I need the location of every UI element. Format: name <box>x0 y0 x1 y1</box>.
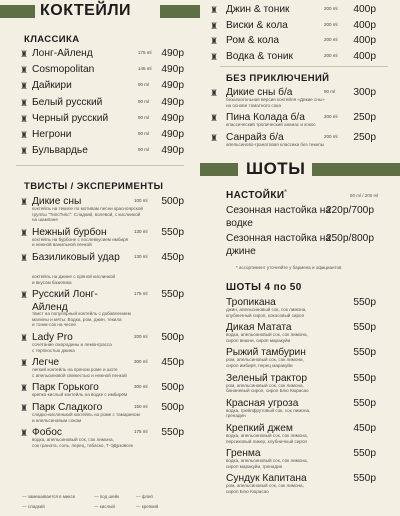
item-price: 500р <box>161 196 184 207</box>
item-price: 500р <box>161 332 184 343</box>
item-volume: 175 ml <box>134 429 148 435</box>
tinctures-title: НАСТОЙКИ <box>226 190 285 201</box>
item-name: Виски & кола <box>226 19 288 31</box>
glass-icon: ♜ <box>20 253 29 263</box>
item-description <box>32 206 143 223</box>
tincture-name: Сезонная настойка на джине <box>226 233 332 257</box>
description-line: и тоник-сок на чесне <box>32 322 76 328</box>
description-line: водка, апельсиновый сок, сок лимона, <box>226 332 308 338</box>
item-name: Нежный бурбон <box>32 226 107 238</box>
glass-icon: ♜ <box>20 290 29 301</box>
item-description <box>226 383 309 394</box>
menu-item <box>0 63 200 78</box>
item-price: 400р <box>353 19 376 31</box>
menu-item <box>0 79 200 94</box>
item-description <box>226 408 310 419</box>
item-name: Санрайз б/а <box>226 131 284 143</box>
glass-icon: ♜ <box>20 81 29 92</box>
description-line: ром, апельсиновый сок, сок лимона, <box>226 382 304 388</box>
description-line: водка, апельсиновый сок, сок лимона, <box>226 433 308 438</box>
item-description <box>226 97 325 108</box>
item-name: Тропикана <box>226 297 276 308</box>
item-price: 550р <box>353 448 376 460</box>
item-volume: 90 ml <box>138 82 150 88</box>
item-name: Черный русский <box>32 112 109 124</box>
glass-icon: ♜ <box>210 113 219 124</box>
divider <box>220 66 388 67</box>
glass-icon: ♜ <box>210 20 219 31</box>
item-volume: 200 ml <box>324 133 338 139</box>
classic-title: КЛАССИКА <box>24 34 80 45</box>
description-line: бананевый сироп, сироп Блю Кюрасао <box>226 388 309 394</box>
item-price: 490р <box>161 112 184 124</box>
menu-item <box>0 144 200 159</box>
item-price: 550р <box>353 347 376 359</box>
description-line: персиковый ликер, клубничный сироп <box>226 438 307 444</box>
item-description <box>32 311 131 328</box>
item-volume: 200 ml <box>324 52 338 58</box>
item-description <box>226 332 308 343</box>
item-volume: 90 ml <box>138 131 150 136</box>
item-name: Негрони <box>32 129 72 140</box>
item-volume: 200 ml <box>324 37 338 42</box>
tincture-price: 220р/700р <box>325 205 374 216</box>
item-volume: 200 ml <box>324 6 338 11</box>
menu-item <box>200 3 400 18</box>
description-line: с терпкостью джина <box>32 347 75 353</box>
nonalc-list <box>200 86 400 154</box>
twists-list <box>0 195 200 490</box>
legend-item: — сладкий <box>22 504 45 509</box>
item-description <box>32 412 140 423</box>
item-volume: 90 ml <box>138 147 150 153</box>
item-description <box>32 342 112 353</box>
description-line: гренадин <box>226 413 246 419</box>
legend-item: — кислый <box>94 504 115 509</box>
item-volume: 300 ml <box>134 384 148 390</box>
cocktails-title: КОКТЕЙЛИ <box>40 2 132 19</box>
menu-item <box>200 50 400 65</box>
item-price: 490р <box>161 96 184 108</box>
glass-icon: ♜ <box>20 333 29 343</box>
item-volume: 130 ml <box>134 228 148 234</box>
twists-title: ТВИСТЫ / ЭКСПЕРИМЕНТЫ <box>24 181 164 192</box>
item-description <box>32 437 133 448</box>
cocktails-bar-left <box>0 5 35 18</box>
item-volume: 150 ml <box>134 404 148 409</box>
description-line: сладко-кисленький коктейль на роме с тамарином <box>32 412 140 417</box>
item-price: 490р <box>161 145 184 157</box>
item-name: Белый русский <box>32 96 103 108</box>
item-volume: 175 ml <box>138 50 152 55</box>
item-name: Рыжий тамбурин <box>226 347 306 359</box>
item-price: 550р <box>161 226 184 238</box>
item-volume: 200 ml <box>324 21 338 27</box>
description-line: сироп маракуйи, гренадин <box>226 463 283 469</box>
item-name: Легче <box>32 357 60 369</box>
item-name: Красная угроза <box>226 397 299 409</box>
description-line: малины и мяты. Водка, ром, джин, текила <box>32 316 122 322</box>
description-line: клубничный сироп, кокосовый сироп <box>226 312 305 318</box>
item-description <box>32 367 127 378</box>
shots-bar-right <box>312 163 400 176</box>
item-volume: 90 ml <box>324 89 336 94</box>
item-price: 550р <box>161 427 184 439</box>
item-volume: 100 ml <box>134 198 148 203</box>
shots-title: ШОТЫ <box>246 159 306 178</box>
item-price: 490р <box>161 80 184 92</box>
description-line: сок граната, соль, перец, табаско, Т-ЭДрзовсек <box>32 442 134 448</box>
glass-icon: ♜ <box>20 49 29 59</box>
tinctures-note: * ассортимент уточняйте у бармена и официантов <box>236 265 342 270</box>
menu-item <box>0 128 200 143</box>
item-price: 250р <box>353 112 376 124</box>
item-description <box>32 274 115 285</box>
item-name: Фобос <box>32 427 63 439</box>
item-price: 490р <box>161 64 184 76</box>
item-description <box>226 483 304 494</box>
item-price: 550р <box>353 322 376 334</box>
item-name: Дайкири <box>32 80 72 92</box>
item-price: 500р <box>161 382 184 394</box>
shots-bar-left <box>200 163 238 176</box>
item-volume: 90 ml <box>138 114 150 120</box>
description-line: сироп имбиря, перец маракуйи <box>226 362 293 368</box>
item-name: Базиликовый удар <box>32 252 120 263</box>
tinctures-mark: * <box>284 188 288 197</box>
menu-item <box>0 47 200 62</box>
menu-item <box>0 112 200 127</box>
glass-icon: ♜ <box>20 146 29 157</box>
glass-icon: ♜ <box>20 113 29 124</box>
item-name: Гренма <box>226 448 261 460</box>
description-line: сироп Блю Кюрасао <box>226 488 269 494</box>
description-line: безалкогольная версия коктейля «Дикие сны» <box>226 97 325 102</box>
item-price: 550р <box>161 289 184 301</box>
tincture-item <box>200 204 400 232</box>
menu-item <box>0 251 200 266</box>
nonalc-title: БЕЗ ПРИКЛЮЧЕНИЙ <box>226 73 330 84</box>
description-line: и апельсиновым соком <box>32 417 82 423</box>
description-line: водка, апельсиновый сок, сок лимона, <box>226 458 308 464</box>
menu-item <box>0 96 200 111</box>
item-name: Сундук Капитана <box>226 473 307 485</box>
item-name: Парк Сладкого <box>32 402 103 413</box>
item-volume: 175 ml <box>134 291 148 297</box>
tincture-price: 250р/800р <box>325 233 374 244</box>
menu-item <box>200 19 400 34</box>
item-description <box>226 142 324 148</box>
tincture-name: Сезонная настойка на водке <box>226 205 332 229</box>
description-line: апельсиново-гранатовая классика без текилы <box>226 141 325 147</box>
description-line: на основе томатного сока <box>226 102 281 108</box>
description-line: с апельсиновой свежестью и нежной пенкой <box>32 372 127 378</box>
description-line: твист на популярный коктейль с добавлением <box>32 311 131 317</box>
glass-icon: ♜ <box>20 65 29 76</box>
item-price: 250р <box>353 131 376 143</box>
item-volume: 200 ml <box>134 334 148 339</box>
divider <box>16 165 184 166</box>
item-volume: 145 ml <box>138 66 152 72</box>
description-line: классический тропический ананас и кокос <box>226 122 316 128</box>
menu-item <box>200 34 400 49</box>
description-line: джин, апельсиновый сок, сок лимона, <box>226 307 307 312</box>
item-description <box>226 458 308 469</box>
item-price: 550р <box>353 297 376 308</box>
tinctures-volumes: 50 ml / 200 ml <box>350 193 379 198</box>
glass-icon: ♜ <box>20 428 29 439</box>
legend-item: — флип <box>136 494 153 499</box>
glass-icon: ♜ <box>20 358 29 369</box>
cocktails-bar-right <box>160 5 200 18</box>
description-line: и нежной ванильной пенкой <box>32 242 92 248</box>
glass-icon: ♜ <box>20 383 29 394</box>
legend-item: — замешивается в миксе <box>22 494 76 499</box>
description-line: водка, апельсиновый сок, сок лимона, <box>32 437 114 443</box>
legend-item: — крепкий <box>136 504 159 509</box>
item-description <box>226 307 306 318</box>
description-line: водка, грейпфрутовый сок, сок лимона, <box>226 407 311 413</box>
classic-list <box>0 47 200 162</box>
item-price: 550р <box>353 397 376 409</box>
item-price: 450р <box>161 357 184 369</box>
item-volume: 300 ml <box>134 359 148 365</box>
legend-item: — под шейк <box>94 494 120 499</box>
description-line: группы "ТипсТипс": Сладкий, волевой, с кислинкой <box>32 211 141 217</box>
description-line: коктейль на текиле по мотивам песни красноярской <box>32 206 143 211</box>
item-price: 550р <box>353 372 376 384</box>
item-price: 450р <box>353 423 376 434</box>
glass-icon: ♜ <box>210 36 219 46</box>
item-volume: 200 ml <box>324 114 338 120</box>
description-line: на шампане <box>32 217 58 223</box>
item-name: Крепкий джем <box>226 423 293 434</box>
glass-icon: ♜ <box>210 132 219 143</box>
item-description <box>32 237 128 248</box>
description-line: ром, апельсиновый сок, сок лимона, <box>226 357 304 363</box>
item-name: Зеленый трактор <box>226 372 308 384</box>
item-price: 490р <box>161 129 184 140</box>
item-name: Дикие сны б/а <box>226 87 293 98</box>
item-volume: 90 ml <box>138 98 150 104</box>
item-description <box>226 122 316 128</box>
item-price: 490р <box>161 48 184 59</box>
item-description <box>32 392 127 398</box>
mixes-list <box>200 3 400 65</box>
description-line: сироп вишни, сироп маракуйи <box>226 337 291 343</box>
item-description <box>226 357 304 368</box>
item-name: Lady Pro <box>32 332 73 343</box>
item-name: Джин & тоник <box>226 4 290 15</box>
item-name: Водка & тоник <box>226 50 293 62</box>
item-price: 450р <box>161 252 184 263</box>
shots50-list <box>200 296 400 516</box>
glass-icon: ♜ <box>210 88 219 98</box>
item-price: 400р <box>353 50 376 62</box>
item-price: 300р <box>353 87 376 98</box>
glass-icon: ♜ <box>20 97 29 108</box>
description-line: и вкусом базилика <box>32 279 72 285</box>
item-name: Парк Горького <box>32 382 99 394</box>
item-volume: 130 ml <box>134 254 148 259</box>
glass-icon: ♜ <box>20 130 29 140</box>
description-line: крепко-кислый коктейль на водке с имбирём <box>32 392 128 398</box>
tincture-item <box>200 232 400 260</box>
item-name: Бульвардье <box>32 145 88 157</box>
glass-icon: ♜ <box>20 197 29 207</box>
description-line: коктейль на бурбоне с послевкусием имбиря <box>32 236 129 242</box>
description-line: сочетание смородины и лемонграсса <box>32 342 112 347</box>
shots50-title: ШОТЫ 4 по 50 <box>226 282 302 293</box>
item-name: Лонг-Айленд <box>32 48 93 59</box>
item-price: 550р <box>353 473 376 485</box>
item-name: Дикие сны <box>32 196 82 207</box>
description-line: коктейль на джине с пряной кислинкой <box>32 274 116 279</box>
description-line: ром, апельсиновый сок, сок лимона, <box>226 483 304 489</box>
glass-icon: ♜ <box>20 227 29 238</box>
item-price: 500р <box>161 402 184 413</box>
glass-icon: ♜ <box>210 5 219 15</box>
item-name: Cosmopolitan <box>32 64 95 76</box>
item-price: 400р <box>353 4 376 15</box>
glass-icon: ♜ <box>20 403 29 413</box>
glass-icon: ♜ <box>210 51 219 62</box>
item-description <box>226 433 308 444</box>
right-column <box>200 0 400 516</box>
item-name: Дикая Матата <box>226 322 292 334</box>
legend <box>16 494 196 514</box>
item-name: Пина Колада б/а <box>226 112 305 124</box>
item-name: Ром & кола <box>226 35 280 46</box>
item-price: 400р <box>353 35 376 46</box>
description-line: легкий коктейль на пряном роме и шоте <box>32 367 118 373</box>
item-name: Русский Лонг-Айленд <box>32 289 98 314</box>
